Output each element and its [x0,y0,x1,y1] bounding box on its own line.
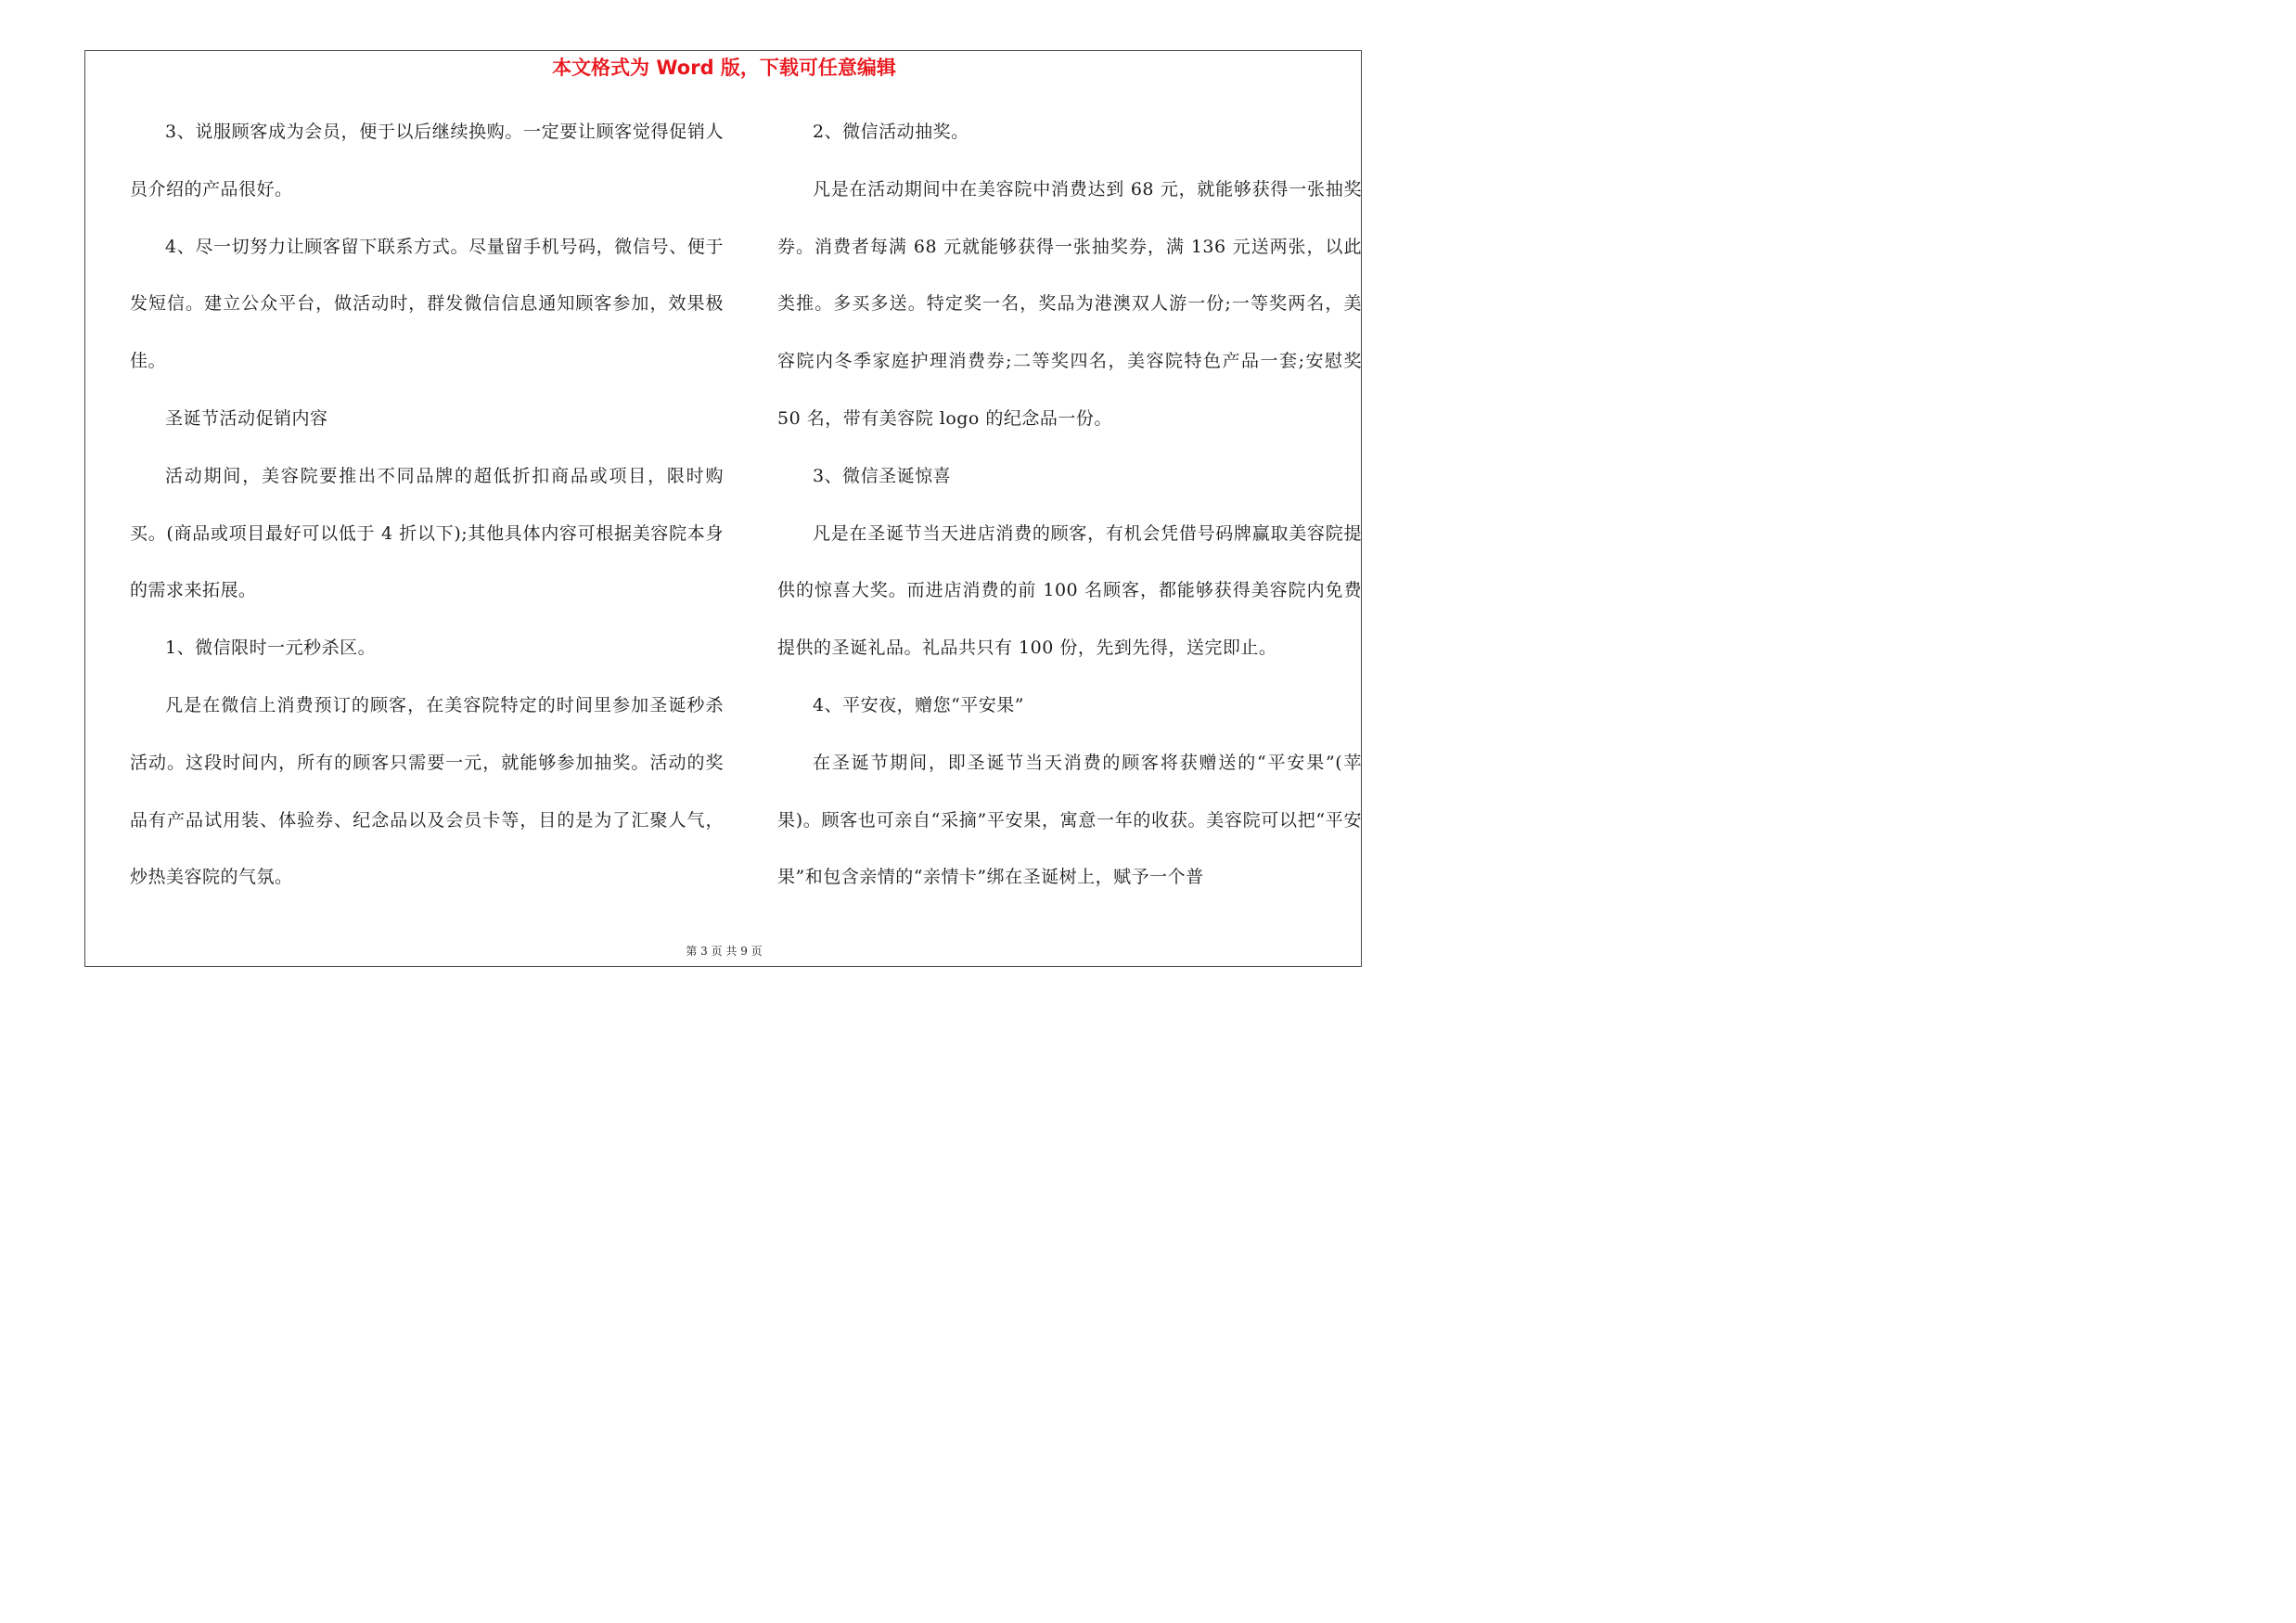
item-heading-christmas-surprise: 3、微信圣诞惊喜 [813,465,952,486]
paragraph-discount-items: 活动期间，美容院要推出不同品牌的超低折扣商品或项目，限时购买。(商品或项目最好可以低于 4 折以下);其他具体内容可根据美容院本身的需求来拓展。 [130,465,724,601]
section-heading-christmas-promotion: 圣诞节活动促销内容 [165,407,328,429]
page-number-footer: 第 3 页 共 9 页 [686,945,763,958]
paragraph-peace-apple-details: 在圣诞节期间，即圣诞节当天消费的顾客将获赠送的“平安果”(苹果)。顾客也可亲自“采摘”平安果，寓意一年的收获。美容院可以把“平安果”和包含亲情的“亲情卡”绑在圣诞树上，赋予一个普 [777,752,1362,888]
paragraph-flash-sale-details: 凡是在微信上消费预订的顾客，在美容院特定的时间里参加圣诞秒杀活动。这段时间内，所有的顾客只需要一元，就能够参加抽奖。活动的奖品有产品试用装、体验券、纪念品以及会员卡等，目的是为了汇聚人气，炒热美容院的气氛。 [130,694,724,888]
left-text-column [130,104,724,907]
item-heading-peace-apple: 4、平安夜，赠您“平安果” [813,694,1025,715]
editable-word-banner: 本文格式为 Word 版，下载可任意编辑 [552,57,896,79]
item-heading-flash-sale: 1、微信限时一元秒杀区。 [165,638,377,659]
paragraph-lottery-details: 凡是在活动期间中在美容院中消费达到 68 元，就能够获得一张抽奖券。消费者每满 68 元就能够获得一张抽奖券，满 136 元送两张，以此类推。多买多送。特定奖一名，奖品为港澳双人游一份;一等奖两名，美容院内冬季家庭护理消费券;二等奖四名，美容院特色产品一套;安慰奖 50 名，带有美容院 logo 的纪念品一份。 [777,178,1362,429]
paragraph-membership: 3、说服顾客成为会员，便于以后继续换购。一定要让顾客觉得促销人员介绍的产品很好。 [130,122,724,200]
right-text-column [777,104,1362,907]
paragraph-contact-info: 4、尽一切努力让顾客留下联系方式。尽量留手机号码，微信号、便于发短信。建立公众平台，做活动时，群发微信信息通知顾客参加，效果极佳。 [130,236,724,372]
paragraph-surprise-details: 凡是在圣诞节当天进店消费的顾客，有机会凭借号码牌赢取美容院提供的惊喜大奖。而进店消费的前 100 名顾客，都能够获得美容院内免费提供的圣诞礼品。礼品共只有 100 份，先到先得，送完即止。 [777,522,1362,659]
item-heading-lottery: 2、微信活动抽奖。 [813,122,969,142]
